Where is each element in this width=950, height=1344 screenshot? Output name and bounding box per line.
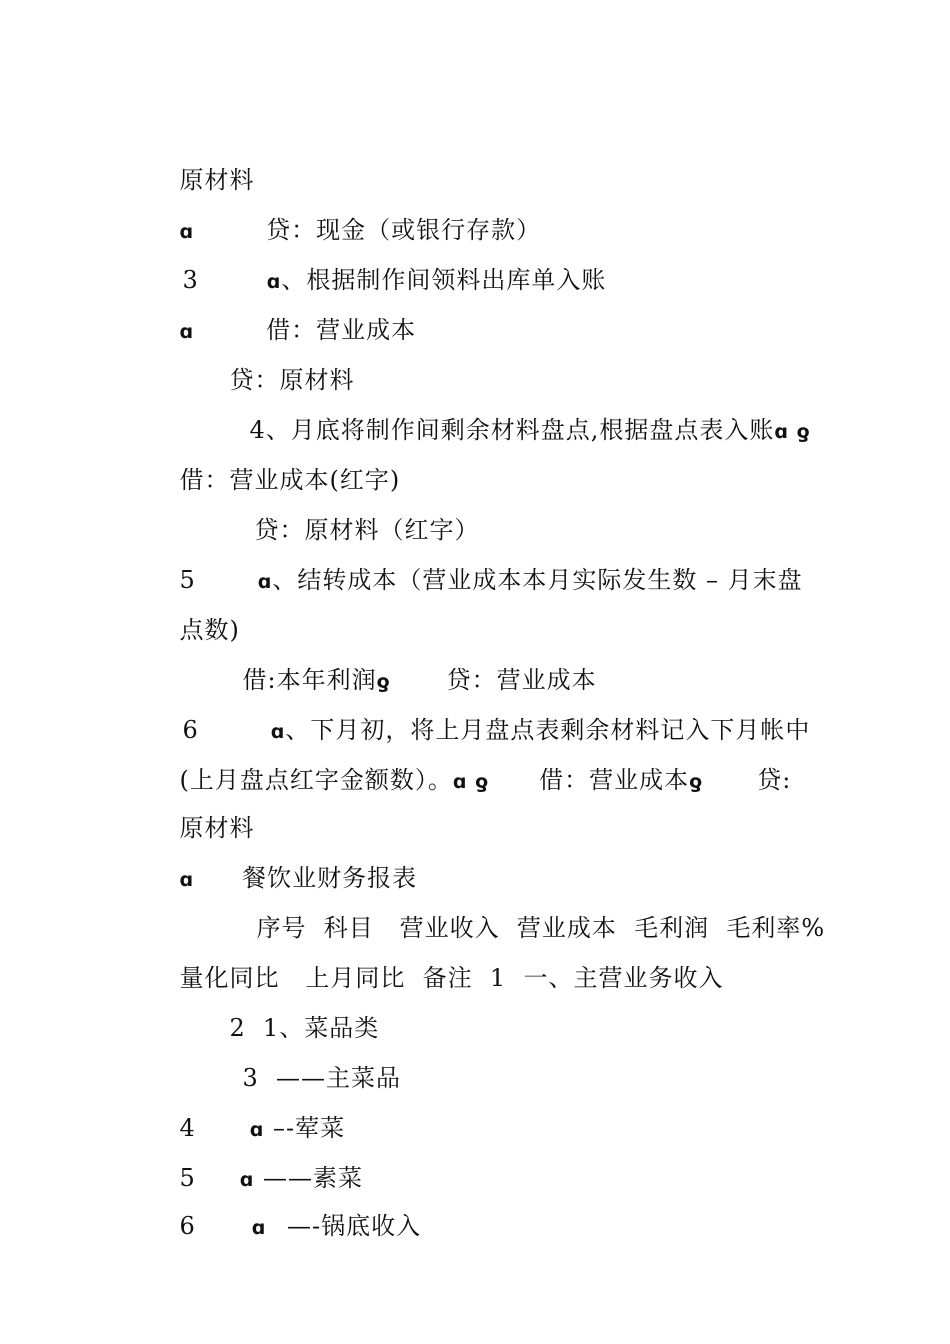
text-line-9: 5 ɑ、结转成本（营业成本本月实际发生数 – 月末盘 <box>179 566 803 594</box>
glyph-mark: ɑ <box>179 221 195 243</box>
glyph-mark: ɑ <box>266 271 282 293</box>
glyph-mark: ɑ <box>249 1119 265 1141</box>
text-line-14: 原材料 <box>179 814 255 842</box>
report-row-3: 3 ——主菜品 <box>242 1064 402 1092</box>
glyph-mark: ɑ <box>239 1169 255 1191</box>
report-header-line-1: 序号 科目 营业收入 营业成本 毛利润 毛利率% <box>256 914 826 942</box>
glyph-mark: ƍ <box>376 671 391 693</box>
text-line-4: ɑ 借：营业成本 <box>179 316 417 344</box>
report-row-2: 2 1、菜品类 <box>229 1014 380 1042</box>
report-row-5: 5 ɑ ——素菜 <box>179 1164 364 1192</box>
glyph-mark: ɑ ƍ <box>774 421 811 443</box>
text-line-5: 贷：原材料 <box>229 366 355 394</box>
glyph-mark: ɑ <box>179 869 195 891</box>
glyph-mark: ɑ <box>257 571 273 593</box>
glyph-mark: ɑ <box>270 721 286 743</box>
text-line-2: ɑ 贷：现金（或银行存款） <box>179 216 542 244</box>
text-line-13: (上月盘点红字金额数）。ɑ ƍ 借：营业成本ƍ 贷: <box>179 766 792 794</box>
text-line-8: 贷：原材料（红字） <box>254 516 480 544</box>
text-line-12: 6 ɑ、下月初，将上月盘点表剩余材料记入下月帐中 <box>182 716 811 744</box>
glyph-mark: ɑ ƍ <box>452 771 490 793</box>
glyph-mark: ƍ <box>689 771 704 793</box>
text-line-6: 4、月底将制作间剩余材料盘点,根据盘点表入账ɑ ƍ <box>249 416 811 444</box>
glyph-mark: ɑ <box>179 321 195 343</box>
text-line-10: 点数) <box>179 616 240 644</box>
text-line-11: 借:本年利润ƍ 贷：营业成本 <box>242 666 597 694</box>
glyph-mark: ɑ <box>251 1217 267 1239</box>
text-line-3: 3 ɑ、根据制作间领料出库单入账 <box>182 266 607 294</box>
report-row-4: 4 ɑ –-荤菜 <box>179 1114 346 1142</box>
text-line-15: ɑ 餐饮业财务报表 <box>179 864 418 892</box>
text-line-1: 原材料 <box>179 166 255 194</box>
report-row-6: 6 ɑ —-锅底收入 <box>179 1212 422 1240</box>
report-header-line-2: 量化同比 上月同比 备注 1 一、主营业务收入 <box>179 964 724 992</box>
text-line-7: 借：营业成本(红字) <box>179 466 401 494</box>
